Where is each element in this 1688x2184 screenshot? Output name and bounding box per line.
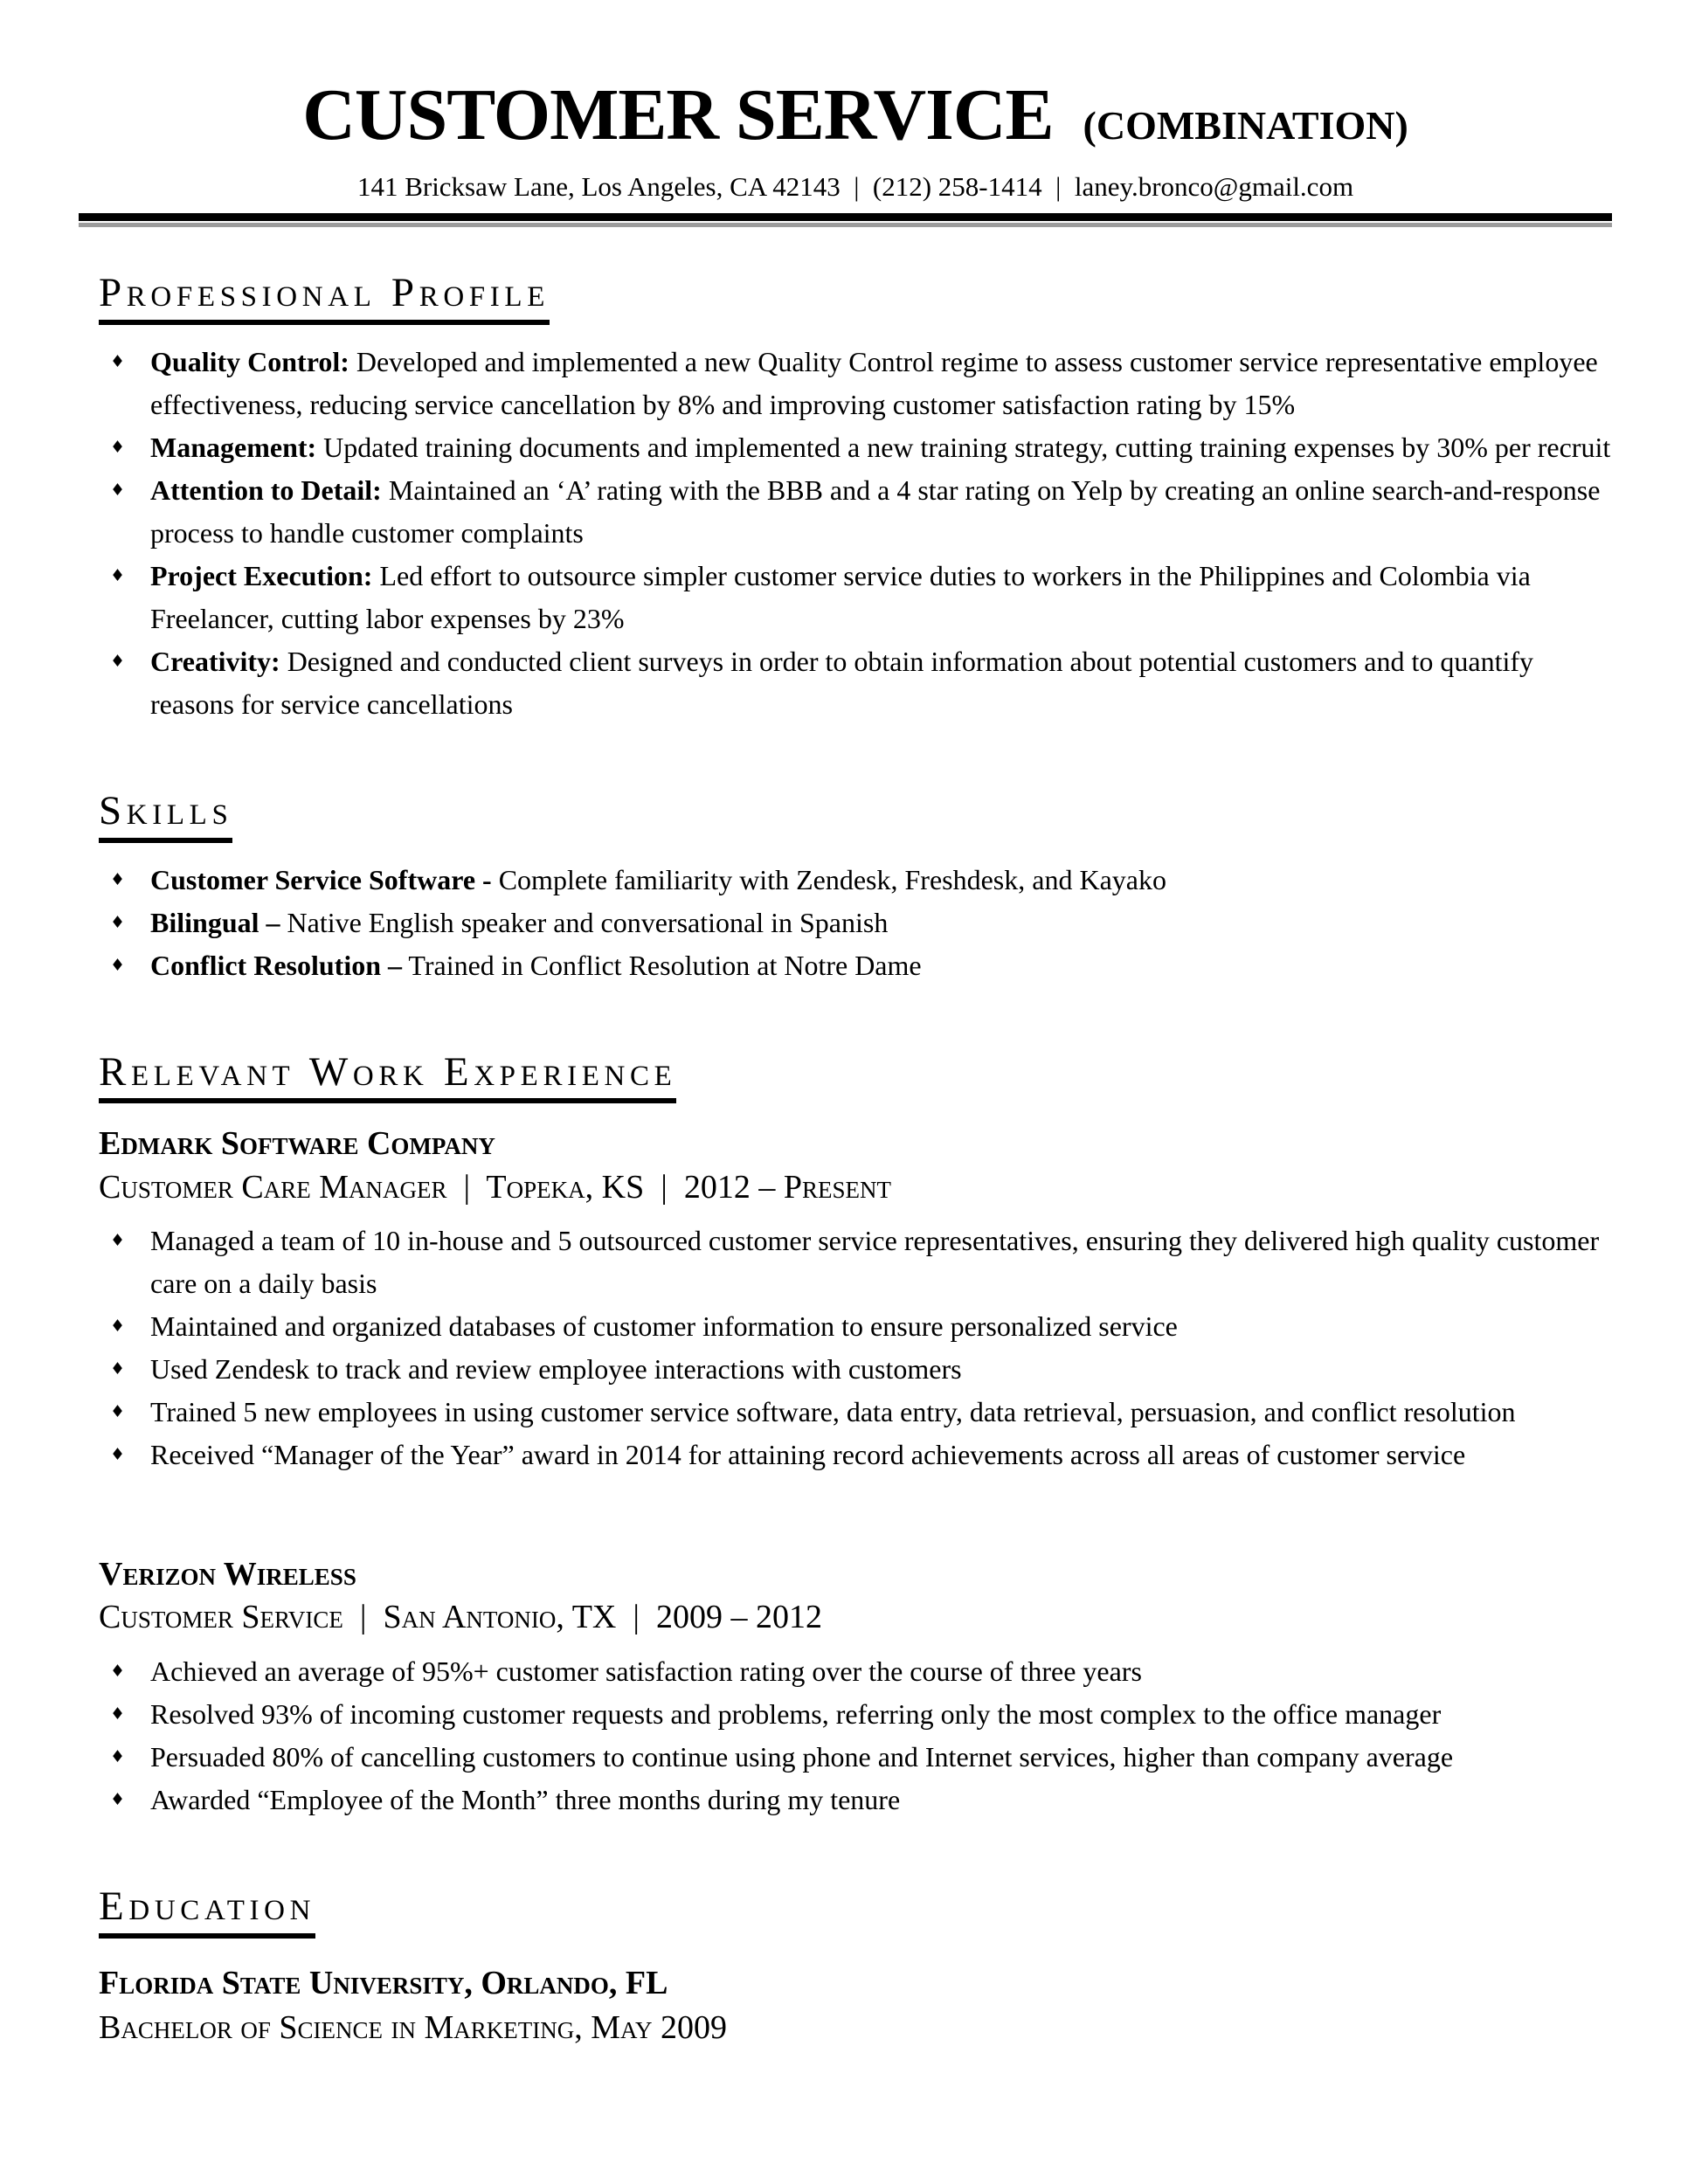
bullet-item	[99, 1220, 1612, 1305]
contact-line: 141 Bricksaw Lane, Los Angeles, CA 42143 | (212) 258-1414 | laney.bronco@gmail.com	[356, 171, 1354, 203]
bullet-body: Led effort to outsource simpler customer service duties to workers in the Philippines and Colombia via Freelancer, cutting labor expenses by 23%	[150, 559, 1531, 634]
bullet-item	[99, 1779, 1612, 1821]
bullet-lead: Creativity:	[150, 645, 280, 677]
page-title-main: CUSTOMER SERVICE	[302, 74, 1054, 156]
bullet-text	[150, 469, 1612, 555]
diamond-bullet-icon: ♦	[110, 565, 126, 585]
job-company: Verizon Wireless	[99, 1556, 356, 1593]
section-skills	[99, 789, 1612, 987]
header-divider-gray-bar	[79, 223, 1612, 227]
diamond-bullet-icon: ♦	[110, 869, 126, 889]
skills-heading: Skills	[99, 789, 232, 843]
bullet-item	[99, 1391, 1612, 1434]
bullet-item	[99, 1305, 1612, 1348]
diamond-bullet-icon: ♦	[110, 1789, 126, 1809]
bullet-item	[99, 944, 1612, 987]
education-degree: Bachelor of Science in Marketing, May 2009	[99, 2008, 728, 2046]
bullet-item	[99, 902, 1612, 944]
professional-profile-list	[99, 341, 1612, 726]
professional-profile-heading: Professional Profile	[99, 271, 550, 325]
bullet-text: Trained 5 new employees in using customer service software, data entry, data retrieval, persuasion, and conflict resolution	[150, 1396, 1516, 1428]
job-edmark	[99, 1123, 1612, 1476]
bullet-item	[99, 341, 1612, 426]
diamond-bullet-icon: ♦	[110, 437, 126, 457]
bullet-text	[150, 944, 1612, 987]
section-professional-profile	[99, 271, 1612, 726]
job-company: Edmark Software Company	[99, 1125, 495, 1163]
section-education	[99, 1884, 1612, 2050]
bullet-text	[150, 640, 1612, 726]
bullet-lead: Customer Service Software -	[150, 863, 492, 895]
bullet-item	[99, 1650, 1612, 1693]
bullet-lead: Conflict Resolution –	[150, 949, 402, 981]
diamond-bullet-icon: ♦	[110, 351, 126, 371]
job-bullet-list	[99, 1220, 1612, 1476]
bullet-lead: Attention to Detail:	[150, 473, 382, 506]
page-title	[99, 74, 1612, 156]
diamond-bullet-icon: ♦	[110, 1661, 126, 1681]
bullet-body: Trained in Conflict Resolution at Notre Dame	[402, 949, 922, 981]
diamond-bullet-icon: ♦	[110, 912, 126, 932]
bullet-body: Native English speaker and conversational in Spanish	[280, 906, 889, 938]
bullet-text	[150, 859, 1612, 902]
bullet-lead: Project Execution:	[150, 559, 373, 591]
bullet-text	[150, 341, 1612, 426]
diamond-bullet-icon: ♦	[110, 480, 126, 500]
education-school: Florida State University, Orlando, FL	[99, 1964, 668, 2001]
bullet-text: Resolved 93% of incoming customer requests and problems, referring only the most complex to the office manager	[150, 1697, 1442, 1730]
bullet-text	[150, 426, 1612, 469]
bullet-body: Updated training documents and implemented a new training strategy, cutting training expenses by 30% per recruit	[316, 431, 1611, 463]
bullet-item	[99, 555, 1612, 640]
diamond-bullet-icon: ♦	[110, 955, 126, 975]
bullet-item	[99, 1348, 1612, 1391]
bullet-item	[99, 1736, 1612, 1779]
diamond-bullet-icon: ♦	[110, 1746, 126, 1766]
bullet-body: Designed and conducted client surveys in order to obtain information about potential customers and to quantify reasons for service cancellations	[150, 645, 1533, 720]
bullet-item	[99, 1693, 1612, 1736]
diamond-bullet-icon: ♦	[110, 651, 126, 671]
bullet-lead: Management:	[150, 431, 317, 463]
bullet-lead: Bilingual –	[150, 906, 280, 938]
section-work-experience	[99, 1050, 1612, 1821]
diamond-bullet-icon: ♦	[110, 1445, 126, 1465]
page-title-suffix: (COMBINATION)	[1083, 103, 1408, 148]
work-experience-heading: Relevant Work Experience	[99, 1050, 676, 1104]
education-heading: Education	[99, 1884, 315, 1939]
bullet-item	[99, 1434, 1612, 1476]
bullet-body: Maintained an ‘A’ rating with the BBB and a 4 star rating on Yelp by creating an online search-and-response process to handle customer complaints	[150, 473, 1601, 549]
bullet-item	[99, 426, 1612, 469]
bullet-text	[150, 555, 1612, 640]
header-divider	[79, 213, 1612, 227]
diamond-bullet-icon: ♦	[110, 1231, 126, 1251]
diamond-bullet-icon: ♦	[110, 1402, 126, 1422]
bullet-lead: Quality Control:	[150, 345, 349, 377]
bullet-text: Achieved an average of 95%+ customer satisfaction rating over the course of three years	[150, 1655, 1142, 1687]
skills-list	[99, 859, 1612, 987]
job-meta: Customer Service | San Antonio, TX | 2009 – 2012	[99, 1599, 822, 1636]
bullet-text: Used Zendesk to track and review employee interactions with customers	[150, 1353, 962, 1386]
diamond-bullet-icon: ♦	[110, 1359, 126, 1379]
bullet-body: Developed and implemented a new Quality Control regime to assess customer service representative employee effectiveness, reducing service cancellation by 8% and improving customer satisfaction rating by 15%	[150, 345, 1598, 420]
resume-header	[99, 74, 1612, 227]
diamond-bullet-icon: ♦	[110, 1317, 126, 1337]
bullet-item	[99, 469, 1612, 555]
job-bullet-list	[99, 1650, 1612, 1821]
bullet-text	[150, 902, 1612, 944]
bullet-text: Received “Manager of the Year” award in 2014 for attaining record achievements across all areas of customer service	[150, 1439, 1466, 1471]
bullet-body: Complete familiarity with Zendesk, Freshdesk, and Kayako	[491, 863, 1166, 895]
bullet-text: Maintained and organized databases of customer information to ensure personalized service	[150, 1310, 1178, 1343]
bullet-text: Persuaded 80% of cancelling customers to continue using phone and Internet services, higher than company average	[150, 1740, 1454, 1773]
job-verizon	[99, 1553, 1612, 1821]
bullet-text: Awarded “Employee of the Month” three months during my tenure	[150, 1783, 901, 1815]
job-meta: Customer Care Manager | Topeka, KS | 2012 – Present	[99, 1168, 891, 1206]
header-divider-black-bar	[79, 213, 1612, 221]
bullet-item	[99, 640, 1612, 726]
bullet-text: Managed a team of 10 in-house and 5 outsourced customer service representatives, ensuring they delivered high quality customer care on a daily basis	[150, 1225, 1600, 1300]
bullet-item	[99, 859, 1612, 902]
diamond-bullet-icon: ♦	[110, 1704, 126, 1724]
